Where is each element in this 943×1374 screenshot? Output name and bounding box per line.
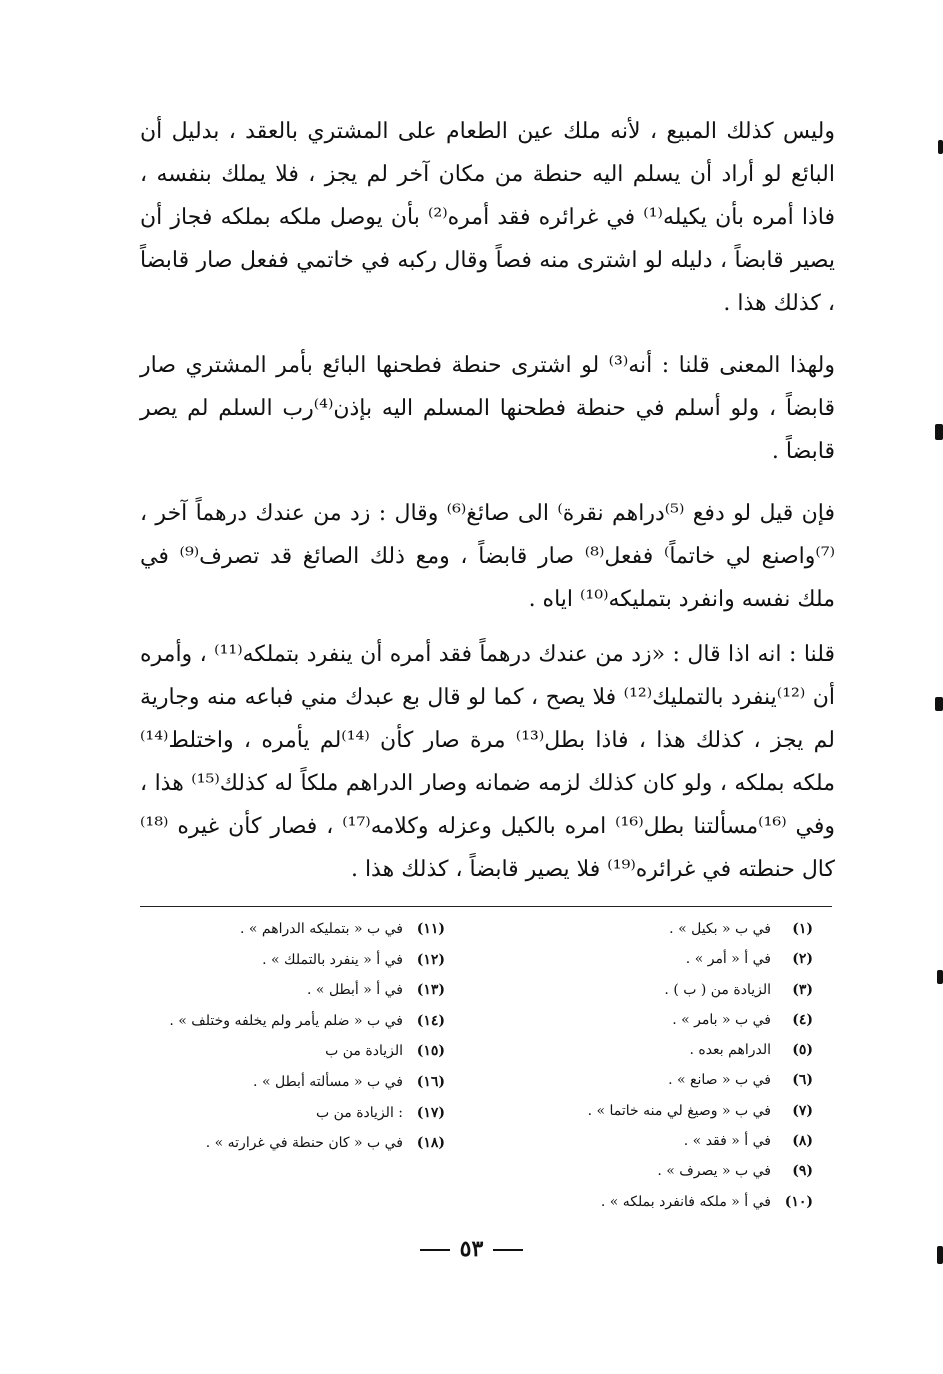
footnote <box>125 949 445 980</box>
paragraph-3: فإن قيل لو دفع ⁽⁵⁾دراهم نقرة⁾ الى صائغ⁽⁶⁾ وقال : زد من عندك درهماً آخر ، ⁽⁷⁾واصنع لي خاتماً⁾ ففعل⁽⁸⁾ صار قابضاً ، ومع ذلك الصائغ قد تصرف⁽⁹⁾ في ملك نفسه وانفرد بتمليكه⁽¹⁰⁾ اياه . <box>140 501 836 612</box>
footnote-number: (١٧) <box>416 1104 445 1121</box>
footnote <box>483 1160 813 1190</box>
footnote <box>125 918 445 949</box>
footnote-text: في ب « وصيغ لي منه خاتما » . <box>587 1102 771 1119</box>
footnote-text: في أ « ملكه فانفرد بملكه » . <box>600 1193 771 1210</box>
footnote-number: (٨) <box>792 1133 813 1150</box>
footnote <box>483 1069 813 1099</box>
scan-edge-mark <box>935 424 943 440</box>
footnote-number: (١٠) <box>784 1193 813 1210</box>
footnote <box>483 979 813 1009</box>
footnote-text: في أ « فقد » . <box>683 1133 771 1150</box>
footnote <box>483 1100 813 1130</box>
footnote <box>125 1010 445 1041</box>
paragraph-4: قلنا : انه اذا قال : «زد من عندك درهماً فقد أمره أن ينفرد بتملكه⁽¹¹⁾ ، وأمره أن ⁽¹²⁾ينفرد بالتمليك⁽¹²⁾ فلا يصح ، كما لو قال بع عبدك مني فباعه منه وجارية لم يجز ، كذلك هذا ، فاذا بطل⁽¹³⁾ مرة صار كأن ⁽¹⁴⁾لم يأمره ، واختلط⁽¹⁴⁾ ملكه بملكه ، ولو كان كذلك لزمه ضمانه وصار الدراهم ملكاً له كذلك⁽¹⁵⁾ هذا ، وفي ⁽¹⁶⁾مسألتنا بطل⁽¹⁶⁾ امره بالكيل وعزله وكلامه⁽¹⁷⁾ ، فصار كأن غيره ⁽¹⁸⁾كال حنطته في غرائره⁽¹⁹⁾ فلا يصير قابضاً ، كذلك هذا . <box>140 642 836 882</box>
footnote-number: (٥) <box>792 1042 813 1059</box>
footnote-text: في ب « بامر » . <box>672 1011 771 1028</box>
footnote-text: في أ « أبطل » . <box>307 982 403 999</box>
footnote-text: الزيادة من ( ب ) . <box>664 981 771 998</box>
page-number-value: ٥٣ <box>459 1236 484 1262</box>
footnote-text: في ب « بتمليكه الدراهم » . <box>240 921 403 937</box>
footnote <box>125 1132 445 1163</box>
footnote-text: في ب « ضلم يأمر ولم يخلفه وختلف » . <box>169 1012 403 1029</box>
footnotes <box>140 918 835 1228</box>
footnote-number: (٢) <box>792 951 813 968</box>
footnote <box>125 1102 445 1133</box>
footnote-number: (١) <box>792 921 813 937</box>
paragraph-2: ولهذا المعنى قلنا : أنه⁽³⁾ لو اشترى حنطة فطحنها البائع بأمر المشتري صار قابضاً ، ولو أسلم في حنطة فطحنها المسلم اليه بإذن⁽⁴⁾رب السلم لم يصر قابضاً . <box>140 353 835 464</box>
footnote-number: (٩) <box>792 1163 813 1180</box>
footnote <box>483 918 813 948</box>
footnote <box>125 1071 445 1102</box>
footnote-number: (٣) <box>792 981 813 998</box>
footnote <box>483 948 813 978</box>
footnote-divider <box>140 906 832 907</box>
footnote <box>125 979 445 1010</box>
footnote-text: الدراهم بعده . <box>689 1042 771 1059</box>
footnote-number: (١٤) <box>416 1012 445 1029</box>
footnote-number: (٤) <box>792 1011 813 1028</box>
scan-edge-mark <box>938 140 943 154</box>
page-number <box>0 1236 943 1262</box>
footnote-text: في ب « مسألته أبطل » . <box>253 1073 403 1090</box>
scan-edge-mark <box>935 697 943 711</box>
footnote-number: (١٨) <box>416 1135 445 1152</box>
footnote-text: : الزيادة من ب <box>315 1104 403 1121</box>
footnote-number: (١٦) <box>416 1073 445 1090</box>
footnote <box>483 1039 813 1069</box>
footnote <box>483 1191 813 1221</box>
footnote-number: (٧) <box>792 1102 813 1119</box>
footnote-text: في ب « يصرف » . <box>657 1163 771 1180</box>
footnote-number: (١٥) <box>416 1043 445 1060</box>
footnotes-left-column <box>125 918 445 1163</box>
paragraph-1: وليس كذلك المبيع ، لأنه ملك عين الطعام على المشتري بالعقد ، بدليل أن البائع لو أراد أن يسلم اليه حنطة من مكان آخر لم يجز ، فلا يملك بنفسه ، فاذا أمره بأن يكيله⁽¹⁾ في غرائره فقد أمره⁽²⁾ بأن يوصل ملكه بملكه فجاز أن يصير قابضاً ، دليله لو اشترى منه فصاً وقال ركبه في خاتمي ففعل صار قابضاً ، كذلك هذا . <box>140 119 836 316</box>
footnote-number: (١١) <box>416 921 445 937</box>
footnote-text: في ب « صانع » . <box>668 1072 771 1089</box>
footnote <box>125 1040 445 1071</box>
footnote-text: في ب « بكيل » . <box>669 921 771 937</box>
footnote-number: (٦) <box>792 1072 813 1089</box>
footnote-text: في ب « كان حنطة في غرارته » . <box>205 1135 403 1152</box>
footnote <box>483 1009 813 1039</box>
footnote-text: في أ « أمر » . <box>685 951 771 968</box>
footnote-text: في أ « ينفرد بالتملك » . <box>262 951 403 968</box>
scan-edge-mark <box>937 970 943 984</box>
page-number-dash <box>420 1249 450 1251</box>
page-number-dash <box>493 1249 523 1251</box>
main-text <box>140 110 835 891</box>
footnote-number: (١٢) <box>416 951 445 968</box>
footnote <box>483 1130 813 1160</box>
footnotes-right-column <box>483 918 813 1221</box>
footnote-number: (١٣) <box>416 982 445 999</box>
scan-edge-mark <box>937 1246 943 1264</box>
footnote-text: الزيادة من ب <box>325 1043 403 1060</box>
